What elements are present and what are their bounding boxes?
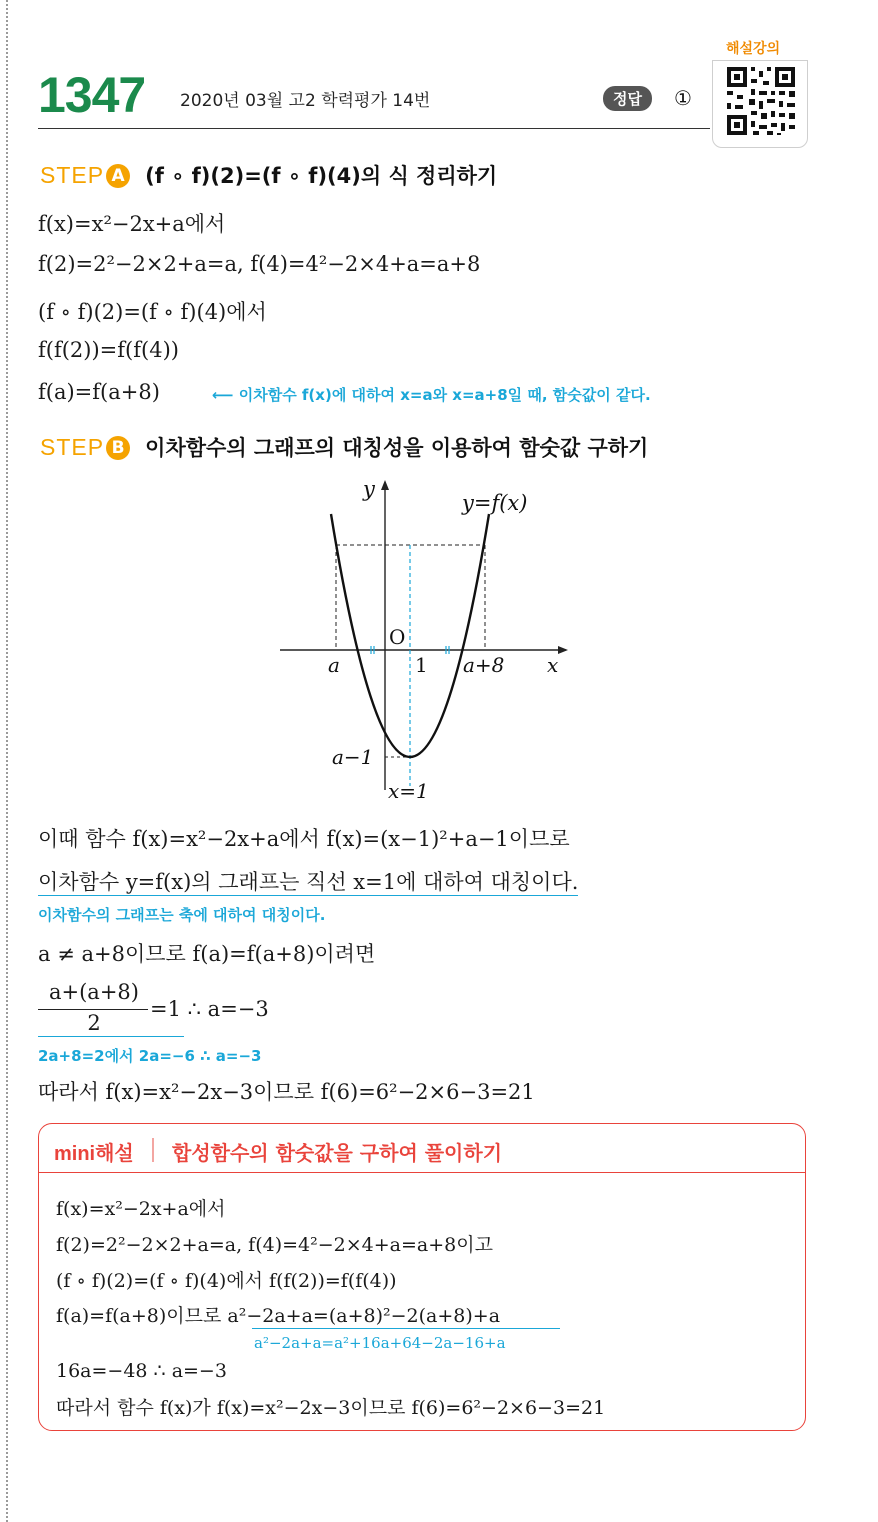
y-axis-label: y <box>363 477 375 501</box>
x-axis-label: x <box>547 653 559 677</box>
step-b-heading <box>40 432 648 462</box>
step-b-letter: B <box>106 436 130 460</box>
step-a-note: ⟵ 이차함수 f(x)에 대하여 x=a와 x=a+8일 때, 함숫값이 같다. <box>212 386 651 404</box>
problem-source: 2020년 03월 고2 학력평가 14번 <box>180 91 431 111</box>
step-a-line-1: f(x)=x²−2x+a에서 <box>38 212 226 236</box>
mini-line-5: 16a=−48 ∴ a=−3 <box>56 1360 227 1382</box>
step-a-line-5: f(a)=f(a+8) <box>38 380 160 404</box>
step-b-line-2: 이차함수 y=f(x)의 그래프는 직선 x=1에 대하여 대칭이다. <box>38 870 579 894</box>
step-a-line-3: (f ∘ f)(2)=(f ∘ f)(4)에서 <box>38 300 267 324</box>
mini-line-1: f(x)=x²−2x+a에서 <box>56 1198 226 1220</box>
mini-header-divider <box>38 1172 806 1173</box>
qr-code-icon <box>713 61 807 147</box>
mini-line-3: (f ∘ f)(2)=(f ∘ f)(4)에서 f(f(2))=f(f(4)) <box>56 1270 397 1292</box>
problem-number: 1347 <box>38 67 146 123</box>
fraction-underline <box>38 1036 184 1037</box>
mini-label: mini해설 <box>54 1143 134 1165</box>
x-axis-arrow-icon <box>558 646 568 654</box>
step-a-heading <box>40 160 497 190</box>
mini-line-2: f(2)=2²−2×2+a=a, f(4)=4²−2×4+a=a+8이고 <box>56 1234 493 1256</box>
a-minus-1-label: a−1 <box>332 745 374 769</box>
step-b-note-2: 이차함수의 그래프는 축에 대하여 대칭이다. <box>38 906 326 924</box>
header-divider <box>38 128 710 129</box>
y-axis-arrow-icon <box>381 480 389 490</box>
step-a-label: STEP <box>40 162 105 188</box>
one-label: 1 <box>415 653 428 677</box>
fraction-denominator: 2 <box>87 1011 101 1035</box>
parabola-graph <box>270 470 580 810</box>
fraction-numerator: a+(a+8) <box>49 980 139 1004</box>
step-a-line-4: f(f(2))=f(f(4)) <box>38 338 179 362</box>
step-b-line-4: 따라서 f(x)=x²−2x−3이므로 f(6)=6²−2×6−3=21 <box>38 1080 535 1104</box>
step-b-label: STEP <box>40 434 105 460</box>
step-b-line-3: a ≠ a+8이므로 f(a)=f(a+8)이려면 <box>38 942 376 966</box>
step-a-letter: A <box>106 164 130 188</box>
qr-code-box[interactable] <box>712 60 808 148</box>
step-b-title: 이차함수의 그래프의 대칭성을 이용하여 함숫값 구하기 <box>145 436 649 460</box>
mini-line-6: 따라서 함수 f(x)가 f(x)=x²−2x−3이므로 f(6)=6²−2×6−3=21 <box>56 1397 606 1419</box>
mini-separator <box>152 1138 154 1162</box>
a-plus-8-label: a+8 <box>463 653 505 677</box>
answer-value: ① <box>674 86 692 110</box>
mini-underline <box>252 1328 560 1329</box>
answer-badge: 정답 <box>603 86 652 111</box>
step-a-line-2: f(2)=2²−2×2+a=a, f(4)=4²−2×4+a=a+8 <box>38 252 481 276</box>
curve-label: y=f(x) <box>462 491 528 515</box>
mini-note: a²−2a+a=a²+16a+64−2a−16+a <box>254 1334 506 1352</box>
step-b-note-3: 2a+8=2에서 2a=−6 ∴ a=−3 <box>38 1047 262 1065</box>
step-a-title: (f ∘ f)(2)=(f ∘ f)(4)의 식 정리하기 <box>145 164 498 188</box>
step-b-line-2-wrap <box>38 866 578 896</box>
a-label: a <box>328 653 340 677</box>
origin-label: O <box>389 625 406 649</box>
symmetry-axis-label: x=1 <box>388 779 429 803</box>
fraction-result: =1 ∴ a=−3 <box>150 997 269 1021</box>
page-margin-dots <box>6 0 8 1522</box>
step-b-line-1: 이때 함수 f(x)=x²−2x+a에서 f(x)=(x−1)²+a−1이므로 <box>38 827 570 851</box>
mini-title: 합성함수의 함숫값을 구하여 풀이하기 <box>172 1141 503 1165</box>
mini-line-4: f(a)=f(a+8)이므로 a²−2a+a=(a+8)²−2(a+8)+a <box>56 1305 501 1327</box>
fraction-bar <box>38 1009 148 1010</box>
qr-lecture-label: 해설강의 <box>726 41 781 57</box>
